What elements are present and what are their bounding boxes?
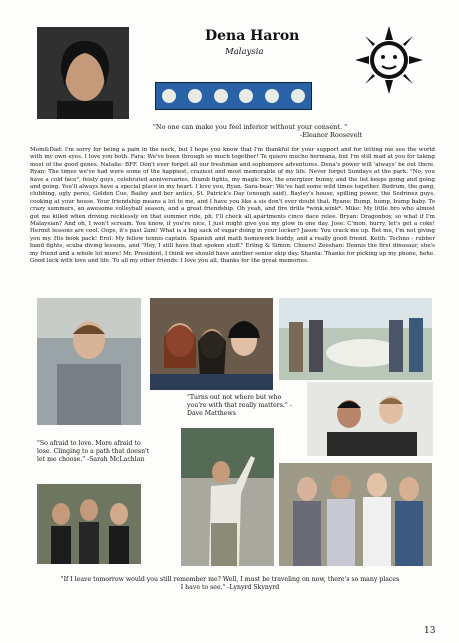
photo-boy-backpack [37, 298, 141, 425]
moon-strip [155, 82, 312, 110]
photo-two-boys [307, 382, 433, 456]
moon-icon [291, 89, 305, 103]
student-name: Dena Haron [205, 28, 300, 44]
photo-group-hug [279, 463, 432, 566]
moon-icon [188, 89, 202, 103]
message-body: Mom&Dad: I'm sorry for being a pain in the neck, but I hope you know that I'm thankful for your support and for letting me see the world with my own eyes. I love you both. Fara: We've been through so much together! Te quiero mucho hermana, but I'm still mad at you for taking most of the good genes. Natalie: BFF. Don't ever forget all our freshman and sophomore adventures. Dena's power will 'always' be out there. Ryan: The times we've had were some of the happiest, craziest and most memorable of my life. Never forget Sundays at the park. "No, you have a cold face", feisty guys, celebrated anniversaries, thumb fights, my magic box, the energizer bunny, and the list keeps going and going and going. You'll always have a special place in my heart. I love you, Ryan. Sara-bear: We've had some wild times together. Bodrum, the gang, clubbing, ugly peres, Golden Cue, Bailey and her antics, St. Patrick's Day (enough said), Bayley's house, spilling power, the Sedrinez guys, cooking at your house. Your friendship means a lot to me, and I have you like a sis don't ever doubt that. Ryane: Bump, bump, bump baby. To crazy summers, an awesome volleyball season, and a great friendship. Oh yeah, and fire drills *wink,wink*. Mike: My little bro who almost got me killed when driving recklessly on that summer ride, ph. I'll check all apartments cinco dace relee. Bryan: Dragonboy, so what if I'm Malaysian? And oh, I won't scream. You know, if you're nice, I just might give you my glow in one day. Jose: C'mon, hurry, let's get a coke! Hermit lessons are cool. Oops, it's past 2am! What is a big sack of sugar doing in your locker? Jason: You crack me up. Bet me, I'm not giving you my. His book pack! Erol: My fellow tennis captain. Spanish and math homework buddy, and a really good friend. Keith: Techno - rubber band fights, scuba diving lessons, and "Hey, I still have that spoken stuff." Erling & Simon: Cheers! Zeeshan: Dennis the first dinosaur, she's my friend and a whole lot more! Mr. President, I think we should have another senior skip day. Shanta: Thanks for picking up my phone, hehe. Good luck with love and life. To all my other friends: I love you all, thanks for the great memories. [30, 147, 435, 265]
photo-girl-pointing [181, 428, 274, 566]
caption-lynyrd-skynyrd: "If I leave tomorrow would you still remember me? Well, I must be traveling on now, there's so many places I have to see." -Lynyrd Skynyrd [60, 576, 400, 591]
moon-icon [214, 89, 228, 103]
photo-three-girls [150, 298, 273, 390]
main-quote: "No one can make you feel inferior without your consent. " [152, 123, 348, 131]
caption-sarah-mclachlan: "So afraid to love. More afraid to lose. Clinging to a path that doesn't let me choose." -Sarah McLachlan [37, 440, 150, 463]
moon-icon [239, 89, 253, 103]
moon-icon [162, 89, 176, 103]
page-number: 13 [424, 626, 436, 636]
photo-car-group [279, 298, 432, 380]
main-quote-attribution: -Eleanor Roosevelt [300, 131, 363, 139]
sun-emblem [355, 26, 423, 94]
student-country: Malaysia [225, 47, 264, 57]
caption-dave-matthews: "Turns out not where but who you're with that really matters." -Dave Matthews [187, 394, 292, 417]
moon-icon [265, 89, 279, 103]
portrait-photo [37, 27, 129, 119]
photo-three-girls-tree [37, 484, 141, 564]
